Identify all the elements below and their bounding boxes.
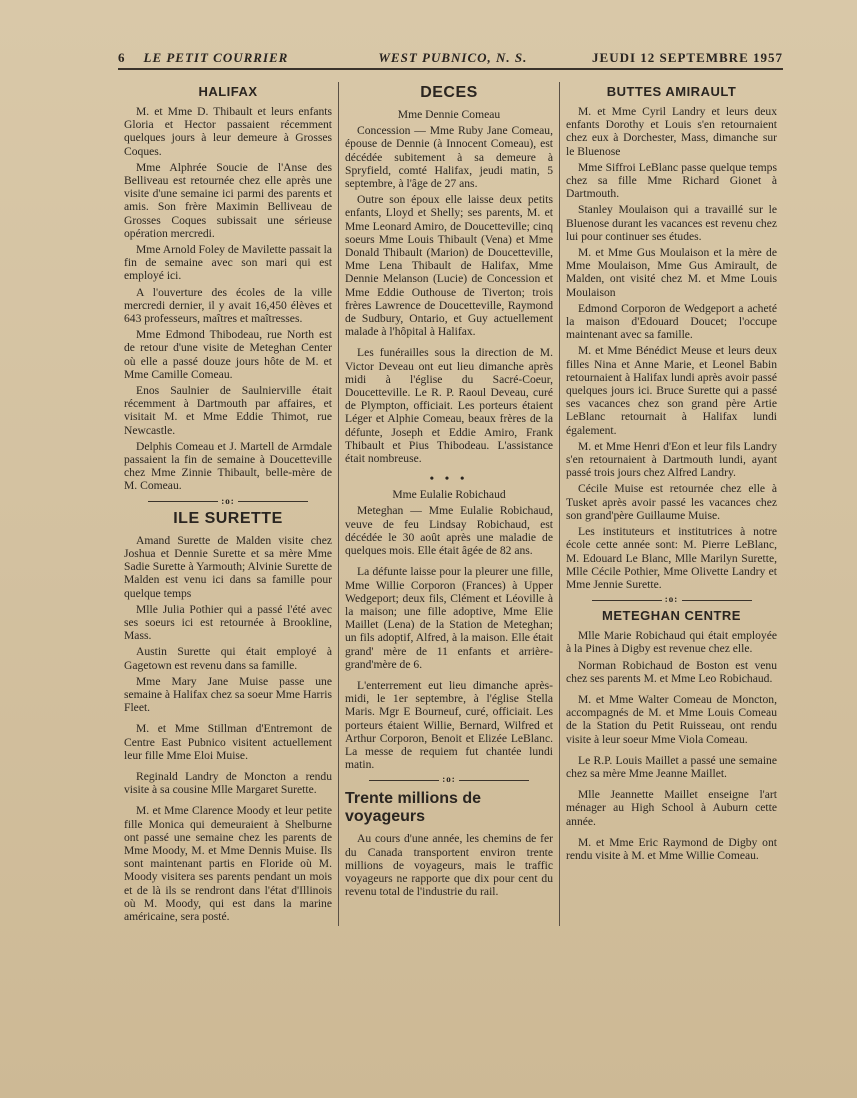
divider-mark: :o:	[221, 495, 235, 506]
paragraph: Mme Arnold Foley de Mavilette passait la fin de semaine avec son mari qui est employé ici.	[124, 243, 332, 283]
paragraph: L'enterrement eut lieu dimanche après-midi, le 1er septembre, à l'église Stella Maris. Mgr E Bourneuf, curé, officiait. Les porteurs étaient Willie, Bernard, Wilfred et Arthur Corporon, Benoit et Elizée LeBlanc. La messe de requiem fut chantée lundi matin.	[345, 678, 553, 772]
paragraph: Mme Edmond Thibodeau, rue North est de retour d'une visite de Meteghan Center où elle a passé douze jours hôte de M. et Mme Camille Comeau.	[124, 328, 332, 381]
place: WEST PUBNICO, N. S.	[378, 50, 528, 65]
paragraph: La défunte laisse pour la pleurer une fille, Mme Willie Corporon (Frances) à Upper Wedgeport; deux fils, Clément et Léoville à la maison; une fille adoptive, Mme Elie Maillet (Lena) de la Station de Meteghan; un fils adoptif, Alfred, à la maison. Elle était grand' mère de 11 enfants et arrière-grand'mère de 6.	[345, 565, 553, 671]
article-headline: Trente millions de voyageurs	[345, 790, 482, 826]
section-heading-meteghan-centre: METEGHAN CENTRE	[602, 608, 741, 624]
paragraph: Austin Surette qui était employé à Gagetown est revenu dans sa famille.	[124, 645, 332, 672]
paragraph: Amand Surette de Malden visite chez Joshua et Dennie Surette et sa mère Mme Sadie Surette à Yarmouth; Alvinie Surette de Malden est venu ici dans sa famille pour quelque temps	[124, 533, 332, 600]
divider	[566, 594, 777, 604]
paragraph: M. et Mme Walter Comeau de Moncton, accompagnés de M. et Mme Louis Comeau de la Station du Petit Ruisseau, ont rendu visite à leur soeur Mme Viola Comeau.	[566, 692, 777, 746]
section-heading-halifax: HALIFAX	[198, 84, 258, 99]
paragraph: Reginald Landry de Moncton a rendu visite à sa cousine Mlle Margaret Surette.	[124, 769, 332, 797]
paragraph: Les instituteurs et institutrices à notre école cette année sont: M. Pierre LeBlanc, M. Edouard Le Blanc, Mlle Marilyn Surette, Mlle Cécile Pothier, Mme Olivette Landry et Mme Jennie Surette.	[566, 525, 777, 591]
paragraph: Mlle Jeannette Maillet enseigne l'art ménager au High School à Auburn cette année.	[566, 788, 777, 828]
obituary-name: Mme Dennie Comeau	[397, 108, 501, 121]
column-3	[560, 82, 783, 926]
paragraph: Delphis Comeau et J. Martell de Armdale passaient la fin de semaine à Doucetteville chez Mme Zinnie Thibault, belle-mère de M. Comeau.	[124, 439, 332, 493]
divider	[345, 774, 553, 784]
paper-name: LE PETIT COURRIER	[143, 50, 289, 65]
section-heading-deces: DECES	[420, 84, 478, 101]
paragraph: Mme Alphrée Soucie de l'Anse des Belliveau est retournée chez elle après une visite d'une semaine ici parmi des parents et amis. Son frère Maximin Belliveau de Grosses Coques subissait une sérieuse opération mercredi.	[124, 160, 332, 240]
paragraph: Cécile Muise est retournée chez elle à Tusket après avoir passé les vacances chez son grand'père Guillaume Muise.	[566, 482, 777, 522]
paragraph: M. et Mme Bénédict Meuse et leurs deux filles Nina et Anne Marie, et Leonel Babin retournaient à Halifax lundi après avoir passé quelques jours ici. Bruce Surette qui a passé ses vacances chez son grand père Artie LeBlanc retournait à Halifax lundi également.	[566, 344, 777, 437]
column-1	[118, 82, 339, 926]
obituary-name: Mme Eulalie Robichaud	[392, 488, 506, 502]
paragraph: Mme Siffroi LeBlanc passe quelque temps chez sa fille Mme Richard Gionet à Dartmouth.	[566, 160, 777, 201]
page-header	[118, 50, 783, 70]
divider	[124, 496, 332, 506]
section-heading-buttes-amirault: BUTTES AMIRAULT	[606, 84, 737, 99]
section-heading-ile-surette: ILE SURETTE	[173, 509, 283, 527]
paragraph: Mlle Julia Pothier qui a passé l'été avec ses soeurs ici est retournée à Brookline, Mass.	[124, 602, 332, 643]
columns	[118, 82, 783, 926]
column-2	[339, 82, 560, 926]
paragraph: Norman Robichaud de Boston est venu chez ses parents M. et Mme Leo Robichaud.	[566, 658, 777, 685]
divider-mark: :o:	[664, 594, 679, 605]
paragraph: Mme Mary Jane Muise passe une semaine à Halifax chez sa soeur Mme Harris Fleet.	[124, 674, 332, 715]
paragraph: A l'ouverture des écoles de la ville mercredi dernier, il y avait 16,450 élèves et 643 professeurs, maîtres et maîtresses.	[124, 285, 332, 326]
paragraph: Enos Saulnier de Saulnierville était récemment à Dartmouth par affaires, et visitait M. et Mme Eddie Thimot, rue Newcastle.	[124, 384, 332, 437]
page-number: 6	[118, 50, 126, 65]
paragraph: M. et Mme D. Thibault et leurs enfants Gloria et Hector passaient récemment quelques jours à leur demeure à Grosses Coques.	[124, 105, 332, 158]
paragraph: Le R.P. Louis Maillet a passé une semaine chez sa mère Mme Jeanne Maillet.	[566, 753, 777, 780]
paragraph: M. et Mme Stillman d'Entremont de Centre East Pubnico visitent actuellement leur fille Mme Eloi Muise.	[124, 722, 332, 762]
issue-date: JEUDI 12 SEPTEMBRE 1957	[592, 50, 783, 65]
paragraph: Mlle Marie Robichaud qui était employée à la Pines à Digby est revenue chez elle.	[566, 629, 777, 656]
paragraph: Au cours d'une année, les chemins de fer du Canada transportent environ trente millions de voyageurs, mais le traffic voyageurs ne rapporte que dix pour cent du revenu total de l'industrie du rail.	[345, 832, 553, 899]
paragraph: Outre son époux elle laisse deux petits enfants, Lloyd et Shelly; ses parents, M. et Mme Leonard Amiro, de Doucetteville; cinq soeurs Mme Louis Thibault (Vena) et Mme Donald Thibault (Marion) de Doucetteville, Mme Lena Thibault de Halifax, Mme Dennie Melanson (Lucie) de Concession et Mme Eddie Outhouse de Tiverton; trois frères Lawrence de Doucetteville, Raymond de Sudbury, Ontario, et Guy actuellement malade à l'hôpital à Halifax.	[345, 193, 553, 339]
divider-mark: :o:	[442, 774, 456, 785]
paragraph: M. et Mme Eric Raymond de Digby ont rendu visite à M. et Mme Willie Comeau.	[566, 835, 777, 862]
paragraph: Meteghan — Mme Eulalie Robichaud, veuve de feu Lindsay Robichaud, est décédée le 30 août après une maladie de quelques mois. Elle était âgée de 82 ans.	[345, 504, 553, 558]
paragraph: Concession — Mme Ruby Jane Comeau, épouse de Dennie (à Innocent Comeau), est décédée subitement à sa demeure à Spryfield, comté Halifax, jeudi matin, 5 septembre, à l'âge de 27 ans.	[345, 124, 553, 191]
paragraph: Stanley Moulaison qui a travaillé sur le Bluenose durant les vacances est revenu chez lui pour continuer ses études.	[566, 203, 777, 243]
paragraph: M. et Mme Gus Moulaison et la mère de Mme Moulaison, Mme Gus Amirault, de Malden, ont visité chez M. et Mme Louis Moulaison	[566, 246, 777, 299]
section-dots: • • •	[429, 471, 469, 486]
paragraph: M. et Mme Henri d'Eon et leur fils Landry s'en retournaient à Dartmouth lundi, ayant passé trois jours chez Alfred Landry.	[566, 439, 777, 480]
paragraph: Edmond Corporon de Wedgeport a acheté la maison d'Edouard Doucet; l'occupe maintenant avec sa famille.	[566, 301, 777, 342]
paragraph: M. et Mme Clarence Moody et leur petite fille Monica qui demeuraient à Shelburne ont passé une semaine chez les parents de Mme Moody, M. et Mme Dennis Muise. Ils sont maintenant partis en Floride où M. Moody visitera ses parents pendant un mois et de là ils se rendront dans l'état d'Illinois où M. Moody, qui est dans la marine américaine, sera posté.	[124, 804, 332, 923]
paragraph: Les funérailles sous la direction de M. Victor Deveau ont eut lieu dimanche après midi à l'église du Sacré-Coeur, Doucetteville. Le R. P. Raoul Deveau, curé de Plympton, officiait. Les porteurs étaient Léger et Alphie Comeau, beaux frères de la défunte, Joseph et Eddie Amiro, Frank Thibault et Pius Thibodeau. L'assistance était nombreuse.	[345, 346, 553, 466]
paragraph: M. et Mme Cyril Landry et leurs deux enfants Dorothy et Louis s'en retournaient chez eux à Dorchester, Mass, dimanche sur le Bluenose	[566, 105, 777, 158]
